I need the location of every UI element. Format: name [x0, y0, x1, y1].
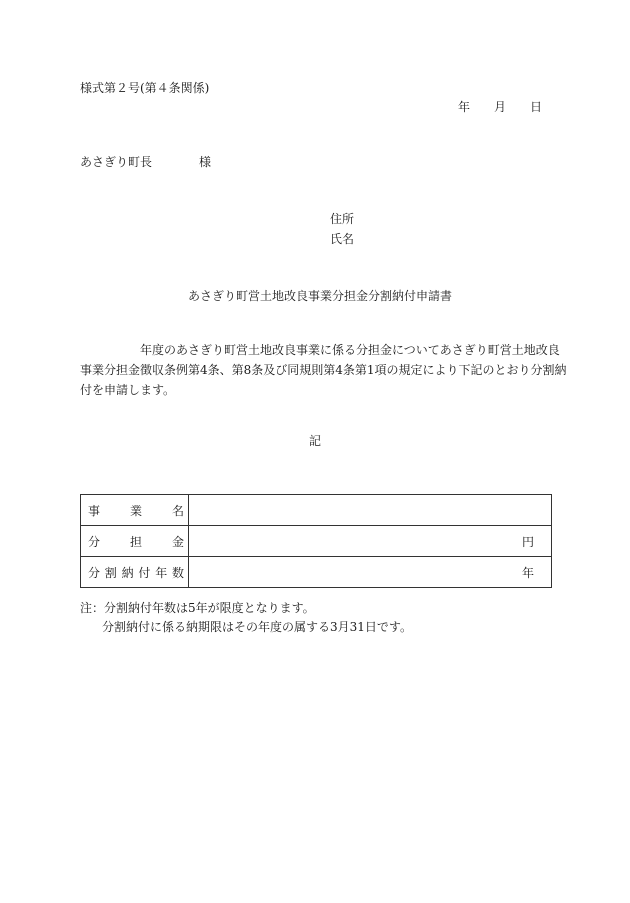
label-char: 分 — [88, 565, 101, 580]
label-cell — [81, 526, 189, 557]
label-char: 付 — [138, 565, 151, 580]
addressee-honorific: 様 — [199, 155, 212, 169]
label-cell — [81, 557, 189, 588]
body-paragraph — [80, 340, 567, 400]
date-year: 年 — [458, 100, 471, 114]
form-number: 様式第２号(第４条関係) — [80, 81, 210, 95]
label-char: 業 — [129, 503, 142, 518]
note-line: 分割納付に係る納期限はその年度の属する3月31日です。 — [102, 620, 412, 634]
label-char: 担 — [129, 534, 142, 549]
addressee-name: あさぎり町長 — [80, 155, 153, 169]
date-line — [458, 99, 542, 115]
name-label: 氏名 — [330, 232, 355, 246]
share-amount-cell: 円 — [189, 526, 552, 557]
body-line: 年度のあさぎり町営土地改良事業に係る分担金についてあさぎり町営土地改良 — [140, 343, 560, 357]
label-char: 事 — [88, 503, 101, 518]
body-line: 付を申請します。 — [80, 383, 176, 397]
installment-years-cell: 年 — [189, 557, 552, 588]
row-label — [88, 564, 184, 581]
info-table — [80, 494, 552, 588]
table-row — [81, 557, 552, 588]
label-char: 数 — [171, 565, 184, 580]
addressee — [80, 154, 211, 170]
ki-heading: 記 — [309, 434, 322, 448]
table-row — [81, 495, 552, 526]
document-title: あさぎり町営土地改良事業分担金分割納付申請書 — [188, 289, 453, 303]
note-line: 注：分割納付年数は5年が限度となります。 — [80, 601, 315, 615]
row-label — [88, 533, 184, 550]
date-day: 日 — [530, 100, 543, 114]
label-char: 割 — [104, 565, 117, 580]
project-name-cell — [189, 495, 552, 526]
address-label: 住所 — [330, 212, 355, 226]
date-month: 月 — [494, 100, 507, 114]
table-row — [81, 526, 552, 557]
label-char: 金 — [171, 534, 184, 549]
label-char: 年 — [155, 565, 168, 580]
label-cell — [81, 495, 189, 526]
label-char: 納 — [121, 565, 134, 580]
label-char: 名 — [171, 503, 184, 518]
body-line: 事業分担金徴収条例第4条、第8条及び同規則第4条第1項の規定により下記のとおり分割納 — [80, 363, 567, 377]
row-label — [88, 502, 184, 519]
label-char: 分 — [88, 534, 101, 549]
